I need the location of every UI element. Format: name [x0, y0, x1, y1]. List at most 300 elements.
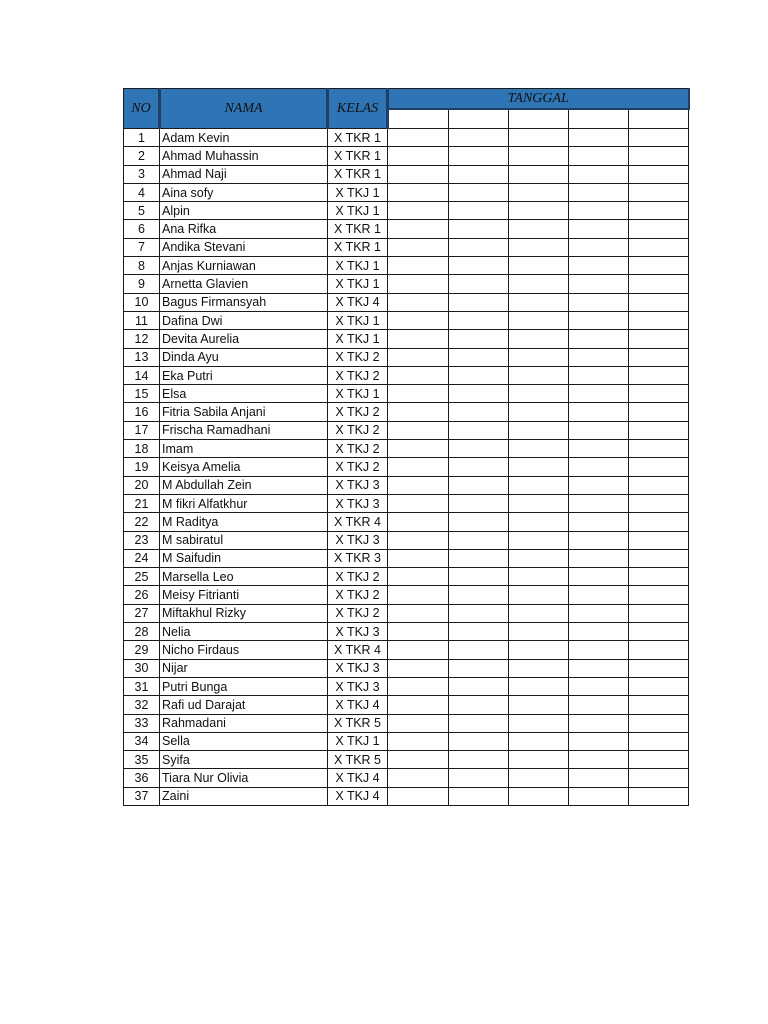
attendance-date-cell[interactable] — [449, 586, 509, 604]
attendance-date-cell[interactable] — [509, 330, 569, 348]
student-no-cell[interactable]: 24 — [124, 549, 160, 567]
student-class-cell[interactable]: X TKR 5 — [328, 714, 388, 732]
attendance-date-cell[interactable] — [629, 531, 689, 549]
student-class-cell[interactable]: X TKJ 4 — [328, 293, 388, 311]
attendance-date-cell[interactable] — [569, 549, 629, 567]
attendance-date-cell[interactable] — [629, 732, 689, 750]
attendance-date-cell[interactable] — [388, 513, 449, 531]
attendance-date-cell[interactable] — [569, 586, 629, 604]
attendance-date-cell[interactable] — [509, 732, 569, 750]
student-name-cell[interactable]: Rafi ud Darajat — [160, 696, 328, 714]
student-no-cell[interactable]: 17 — [124, 421, 160, 439]
attendance-date-cell[interactable] — [509, 275, 569, 293]
student-name-cell[interactable]: Arnetta Glavien — [160, 275, 328, 293]
attendance-date-cell[interactable] — [449, 641, 509, 659]
student-name-cell[interactable]: M fikri Alfatkhur — [160, 494, 328, 512]
student-name-cell[interactable]: M Raditya — [160, 513, 328, 531]
attendance-date-cell[interactable] — [449, 531, 509, 549]
student-name-cell[interactable]: Bagus Firmansyah — [160, 293, 328, 311]
student-name-cell[interactable]: Devita Aurelia — [160, 330, 328, 348]
attendance-date-cell[interactable] — [629, 220, 689, 238]
attendance-date-cell[interactable] — [388, 641, 449, 659]
date-header-cell[interactable] — [629, 109, 689, 129]
student-no-cell[interactable]: 28 — [124, 623, 160, 641]
attendance-date-cell[interactable] — [449, 385, 509, 403]
attendance-date-cell[interactable] — [388, 440, 449, 458]
attendance-date-cell[interactable] — [569, 659, 629, 677]
student-class-cell[interactable]: X TKJ 1 — [328, 732, 388, 750]
attendance-date-cell[interactable] — [629, 348, 689, 366]
attendance-date-cell[interactable] — [569, 421, 629, 439]
student-name-cell[interactable]: Elsa — [160, 385, 328, 403]
student-class-cell[interactable]: X TKJ 2 — [328, 604, 388, 622]
student-name-cell[interactable]: Meisy Fitrianti — [160, 586, 328, 604]
attendance-date-cell[interactable] — [509, 549, 569, 567]
student-no-cell[interactable]: 25 — [124, 568, 160, 586]
student-no-cell[interactable]: 3 — [124, 165, 160, 183]
attendance-date-cell[interactable] — [449, 513, 509, 531]
student-class-cell[interactable]: X TKJ 1 — [328, 385, 388, 403]
attendance-date-cell[interactable] — [449, 568, 509, 586]
student-no-cell[interactable]: 26 — [124, 586, 160, 604]
student-class-cell[interactable]: X TKJ 2 — [328, 458, 388, 476]
student-class-cell[interactable]: X TKJ 3 — [328, 531, 388, 549]
attendance-date-cell[interactable] — [629, 440, 689, 458]
attendance-date-cell[interactable] — [388, 348, 449, 366]
attendance-date-cell[interactable] — [569, 311, 629, 329]
attendance-date-cell[interactable] — [629, 696, 689, 714]
attendance-date-cell[interactable] — [569, 147, 629, 165]
student-no-cell[interactable]: 8 — [124, 257, 160, 275]
attendance-date-cell[interactable] — [449, 659, 509, 677]
student-name-cell[interactable]: Adam Kevin — [160, 129, 328, 147]
attendance-date-cell[interactable] — [449, 549, 509, 567]
attendance-date-cell[interactable] — [509, 165, 569, 183]
student-name-cell[interactable]: M sabiratul — [160, 531, 328, 549]
student-class-cell[interactable]: X TKJ 2 — [328, 348, 388, 366]
attendance-date-cell[interactable] — [509, 293, 569, 311]
attendance-date-cell[interactable] — [509, 202, 569, 220]
attendance-date-cell[interactable] — [509, 366, 569, 384]
attendance-date-cell[interactable] — [388, 202, 449, 220]
attendance-date-cell[interactable] — [388, 623, 449, 641]
attendance-date-cell[interactable] — [629, 677, 689, 695]
student-no-cell[interactable]: 19 — [124, 458, 160, 476]
attendance-date-cell[interactable] — [388, 165, 449, 183]
attendance-date-cell[interactable] — [388, 549, 449, 567]
student-class-cell[interactable]: X TKJ 2 — [328, 440, 388, 458]
student-class-cell[interactable]: X TKJ 4 — [328, 787, 388, 805]
attendance-date-cell[interactable] — [449, 202, 509, 220]
attendance-date-cell[interactable] — [388, 366, 449, 384]
attendance-date-cell[interactable] — [509, 458, 569, 476]
header-no[interactable]: NO — [124, 89, 160, 129]
attendance-date-cell[interactable] — [629, 275, 689, 293]
attendance-date-cell[interactable] — [569, 275, 629, 293]
attendance-date-cell[interactable] — [509, 129, 569, 147]
header-nama[interactable]: NAMA — [160, 89, 328, 129]
student-name-cell[interactable]: Miftakhul Rizky — [160, 604, 328, 622]
student-name-cell[interactable]: Tiara Nur Olivia — [160, 769, 328, 787]
attendance-date-cell[interactable] — [509, 659, 569, 677]
student-class-cell[interactable]: X TKR 1 — [328, 129, 388, 147]
attendance-date-cell[interactable] — [569, 403, 629, 421]
student-no-cell[interactable]: 13 — [124, 348, 160, 366]
student-name-cell[interactable]: M Saifudin — [160, 549, 328, 567]
student-no-cell[interactable]: 2 — [124, 147, 160, 165]
student-class-cell[interactable]: X TKJ 2 — [328, 568, 388, 586]
student-name-cell[interactable]: Alpin — [160, 202, 328, 220]
attendance-date-cell[interactable] — [509, 677, 569, 695]
attendance-date-cell[interactable] — [388, 238, 449, 256]
attendance-date-cell[interactable] — [629, 147, 689, 165]
attendance-date-cell[interactable] — [509, 641, 569, 659]
attendance-date-cell[interactable] — [388, 403, 449, 421]
attendance-date-cell[interactable] — [629, 238, 689, 256]
student-no-cell[interactable]: 32 — [124, 696, 160, 714]
attendance-date-cell[interactable] — [629, 403, 689, 421]
student-no-cell[interactable]: 34 — [124, 732, 160, 750]
attendance-date-cell[interactable] — [388, 330, 449, 348]
attendance-date-cell[interactable] — [388, 604, 449, 622]
date-header-cell[interactable] — [449, 109, 509, 129]
attendance-date-cell[interactable] — [509, 696, 569, 714]
student-class-cell[interactable]: X TKR 1 — [328, 220, 388, 238]
attendance-date-cell[interactable] — [449, 458, 509, 476]
attendance-date-cell[interactable] — [509, 513, 569, 531]
attendance-date-cell[interactable] — [388, 311, 449, 329]
attendance-date-cell[interactable] — [388, 147, 449, 165]
attendance-date-cell[interactable] — [629, 165, 689, 183]
student-no-cell[interactable]: 37 — [124, 787, 160, 805]
attendance-date-cell[interactable] — [569, 458, 629, 476]
student-name-cell[interactable]: Ahmad Naji — [160, 165, 328, 183]
header-kelas[interactable]: KELAS — [328, 89, 388, 129]
attendance-date-cell[interactable] — [509, 147, 569, 165]
attendance-date-cell[interactable] — [388, 129, 449, 147]
attendance-date-cell[interactable] — [388, 257, 449, 275]
attendance-date-cell[interactable] — [388, 659, 449, 677]
student-class-cell[interactable]: X TKJ 2 — [328, 586, 388, 604]
student-name-cell[interactable]: Zaini — [160, 787, 328, 805]
date-header-cell[interactable] — [509, 109, 569, 129]
student-name-cell[interactable]: Nijar — [160, 659, 328, 677]
student-no-cell[interactable]: 9 — [124, 275, 160, 293]
attendance-date-cell[interactable] — [388, 677, 449, 695]
student-name-cell[interactable]: Aina sofy — [160, 183, 328, 201]
student-no-cell[interactable]: 29 — [124, 641, 160, 659]
student-name-cell[interactable]: Keisya Amelia — [160, 458, 328, 476]
student-class-cell[interactable]: X TKR 5 — [328, 751, 388, 769]
student-class-cell[interactable]: X TKJ 2 — [328, 421, 388, 439]
attendance-date-cell[interactable] — [509, 568, 569, 586]
student-class-cell[interactable]: X TKJ 3 — [328, 659, 388, 677]
student-name-cell[interactable]: Rahmadani — [160, 714, 328, 732]
attendance-date-cell[interactable] — [629, 641, 689, 659]
student-class-cell[interactable]: X TKJ 1 — [328, 257, 388, 275]
student-class-cell[interactable]: X TKJ 2 — [328, 403, 388, 421]
attendance-date-cell[interactable] — [629, 293, 689, 311]
attendance-date-cell[interactable] — [569, 677, 629, 695]
attendance-date-cell[interactable] — [449, 440, 509, 458]
student-no-cell[interactable]: 11 — [124, 311, 160, 329]
attendance-date-cell[interactable] — [509, 751, 569, 769]
attendance-date-cell[interactable] — [388, 385, 449, 403]
attendance-date-cell[interactable] — [509, 421, 569, 439]
student-class-cell[interactable]: X TKJ 1 — [328, 311, 388, 329]
student-class-cell[interactable]: X TKJ 3 — [328, 623, 388, 641]
attendance-date-cell[interactable] — [629, 330, 689, 348]
attendance-date-cell[interactable] — [629, 769, 689, 787]
student-no-cell[interactable]: 31 — [124, 677, 160, 695]
student-class-cell[interactable]: X TKJ 2 — [328, 366, 388, 384]
attendance-date-cell[interactable] — [509, 385, 569, 403]
student-name-cell[interactable]: Dafina Dwi — [160, 311, 328, 329]
attendance-date-cell[interactable] — [569, 257, 629, 275]
attendance-date-cell[interactable] — [449, 421, 509, 439]
attendance-date-cell[interactable] — [569, 623, 629, 641]
attendance-date-cell[interactable] — [449, 183, 509, 201]
attendance-date-cell[interactable] — [388, 586, 449, 604]
attendance-date-cell[interactable] — [449, 129, 509, 147]
student-no-cell[interactable]: 12 — [124, 330, 160, 348]
attendance-date-cell[interactable] — [629, 586, 689, 604]
attendance-date-cell[interactable] — [629, 549, 689, 567]
student-name-cell[interactable]: Syifa — [160, 751, 328, 769]
attendance-date-cell[interactable] — [569, 604, 629, 622]
student-class-cell[interactable]: X TKJ 1 — [328, 330, 388, 348]
student-class-cell[interactable]: X TKR 4 — [328, 513, 388, 531]
student-name-cell[interactable]: Frischa Ramadhani — [160, 421, 328, 439]
attendance-date-cell[interactable] — [509, 531, 569, 549]
attendance-date-cell[interactable] — [388, 476, 449, 494]
student-class-cell[interactable]: X TKR 1 — [328, 165, 388, 183]
student-name-cell[interactable]: Anjas Kurniawan — [160, 257, 328, 275]
attendance-date-cell[interactable] — [388, 531, 449, 549]
student-no-cell[interactable]: 21 — [124, 494, 160, 512]
attendance-date-cell[interactable] — [509, 403, 569, 421]
attendance-date-cell[interactable] — [449, 623, 509, 641]
student-class-cell[interactable]: X TKJ 1 — [328, 183, 388, 201]
attendance-date-cell[interactable] — [629, 494, 689, 512]
student-name-cell[interactable]: Nelia — [160, 623, 328, 641]
attendance-date-cell[interactable] — [449, 604, 509, 622]
attendance-date-cell[interactable] — [629, 366, 689, 384]
attendance-date-cell[interactable] — [509, 787, 569, 805]
attendance-date-cell[interactable] — [629, 568, 689, 586]
attendance-date-cell[interactable] — [388, 696, 449, 714]
student-no-cell[interactable]: 14 — [124, 366, 160, 384]
attendance-date-cell[interactable] — [388, 568, 449, 586]
attendance-date-cell[interactable] — [629, 659, 689, 677]
student-name-cell[interactable]: Fitria Sabila Anjani — [160, 403, 328, 421]
attendance-date-cell[interactable] — [509, 714, 569, 732]
attendance-date-cell[interactable] — [569, 440, 629, 458]
student-class-cell[interactable]: X TKJ 4 — [328, 769, 388, 787]
attendance-date-cell[interactable] — [629, 183, 689, 201]
student-no-cell[interactable]: 4 — [124, 183, 160, 201]
attendance-date-cell[interactable] — [388, 751, 449, 769]
student-no-cell[interactable]: 16 — [124, 403, 160, 421]
student-class-cell[interactable]: X TKJ 3 — [328, 677, 388, 695]
attendance-date-cell[interactable] — [388, 769, 449, 787]
attendance-date-cell[interactable] — [569, 330, 629, 348]
attendance-date-cell[interactable] — [509, 476, 569, 494]
attendance-date-cell[interactable] — [569, 531, 629, 549]
student-no-cell[interactable]: 30 — [124, 659, 160, 677]
attendance-date-cell[interactable] — [388, 275, 449, 293]
attendance-date-cell[interactable] — [449, 257, 509, 275]
attendance-date-cell[interactable] — [388, 220, 449, 238]
attendance-date-cell[interactable] — [449, 311, 509, 329]
attendance-date-cell[interactable] — [569, 513, 629, 531]
student-class-cell[interactable]: X TKR 3 — [328, 549, 388, 567]
attendance-date-cell[interactable] — [509, 183, 569, 201]
attendance-date-cell[interactable] — [629, 421, 689, 439]
student-class-cell[interactable]: X TKR 4 — [328, 641, 388, 659]
attendance-date-cell[interactable] — [388, 494, 449, 512]
attendance-date-cell[interactable] — [629, 129, 689, 147]
student-no-cell[interactable]: 22 — [124, 513, 160, 531]
attendance-date-cell[interactable] — [629, 458, 689, 476]
student-no-cell[interactable]: 15 — [124, 385, 160, 403]
attendance-date-cell[interactable] — [629, 751, 689, 769]
attendance-date-cell[interactable] — [509, 440, 569, 458]
header-tanggal[interactable]: TANGGAL — [388, 89, 689, 110]
student-no-cell[interactable]: 5 — [124, 202, 160, 220]
student-class-cell[interactable]: X TKJ 1 — [328, 202, 388, 220]
attendance-date-cell[interactable] — [449, 769, 509, 787]
student-class-cell[interactable]: X TKR 1 — [328, 238, 388, 256]
attendance-date-cell[interactable] — [449, 494, 509, 512]
attendance-date-cell[interactable] — [388, 421, 449, 439]
attendance-date-cell[interactable] — [629, 787, 689, 805]
attendance-date-cell[interactable] — [509, 623, 569, 641]
attendance-date-cell[interactable] — [449, 476, 509, 494]
attendance-date-cell[interactable] — [449, 238, 509, 256]
attendance-date-cell[interactable] — [569, 165, 629, 183]
attendance-date-cell[interactable] — [509, 220, 569, 238]
attendance-date-cell[interactable] — [569, 714, 629, 732]
attendance-date-cell[interactable] — [569, 769, 629, 787]
attendance-date-cell[interactable] — [629, 385, 689, 403]
student-name-cell[interactable]: Andika Stevani — [160, 238, 328, 256]
attendance-date-cell[interactable] — [388, 787, 449, 805]
student-name-cell[interactable]: Ahmad Muhassin — [160, 147, 328, 165]
attendance-date-cell[interactable] — [569, 476, 629, 494]
attendance-date-cell[interactable] — [569, 238, 629, 256]
attendance-date-cell[interactable] — [449, 220, 509, 238]
student-class-cell[interactable]: X TKJ 1 — [328, 275, 388, 293]
attendance-date-cell[interactable] — [569, 129, 629, 147]
attendance-date-cell[interactable] — [388, 714, 449, 732]
attendance-date-cell[interactable] — [388, 732, 449, 750]
attendance-date-cell[interactable] — [388, 293, 449, 311]
student-name-cell[interactable]: Nicho Firdaus — [160, 641, 328, 659]
student-name-cell[interactable]: Eka Putri — [160, 366, 328, 384]
student-no-cell[interactable]: 33 — [124, 714, 160, 732]
attendance-date-cell[interactable] — [629, 257, 689, 275]
student-no-cell[interactable]: 27 — [124, 604, 160, 622]
student-class-cell[interactable]: X TKR 1 — [328, 147, 388, 165]
student-no-cell[interactable]: 7 — [124, 238, 160, 256]
attendance-date-cell[interactable] — [569, 787, 629, 805]
student-class-cell[interactable]: X TKJ 3 — [328, 476, 388, 494]
attendance-date-cell[interactable] — [629, 202, 689, 220]
attendance-date-cell[interactable] — [629, 513, 689, 531]
attendance-date-cell[interactable] — [569, 183, 629, 201]
attendance-date-cell[interactable] — [449, 714, 509, 732]
attendance-date-cell[interactable] — [569, 641, 629, 659]
attendance-date-cell[interactable] — [509, 604, 569, 622]
student-class-cell[interactable]: X TKJ 4 — [328, 696, 388, 714]
attendance-date-cell[interactable] — [569, 202, 629, 220]
attendance-date-cell[interactable] — [449, 787, 509, 805]
attendance-date-cell[interactable] — [569, 732, 629, 750]
attendance-date-cell[interactable] — [509, 311, 569, 329]
attendance-date-cell[interactable] — [509, 238, 569, 256]
attendance-date-cell[interactable] — [629, 311, 689, 329]
student-name-cell[interactable]: Ana Rifka — [160, 220, 328, 238]
attendance-date-cell[interactable] — [449, 696, 509, 714]
attendance-date-cell[interactable] — [569, 348, 629, 366]
attendance-date-cell[interactable] — [449, 147, 509, 165]
student-no-cell[interactable]: 1 — [124, 129, 160, 147]
attendance-date-cell[interactable] — [388, 458, 449, 476]
attendance-date-cell[interactable] — [449, 330, 509, 348]
student-name-cell[interactable]: Putri Bunga — [160, 677, 328, 695]
attendance-date-cell[interactable] — [629, 604, 689, 622]
attendance-date-cell[interactable] — [569, 366, 629, 384]
attendance-date-cell[interactable] — [629, 714, 689, 732]
date-header-cell[interactable] — [388, 109, 449, 129]
attendance-date-cell[interactable] — [569, 220, 629, 238]
attendance-date-cell[interactable] — [509, 348, 569, 366]
student-name-cell[interactable]: Marsella Leo — [160, 568, 328, 586]
student-name-cell[interactable]: Dinda Ayu — [160, 348, 328, 366]
student-no-cell[interactable]: 6 — [124, 220, 160, 238]
attendance-date-cell[interactable] — [509, 257, 569, 275]
student-class-cell[interactable]: X TKJ 3 — [328, 494, 388, 512]
attendance-date-cell[interactable] — [449, 732, 509, 750]
student-no-cell[interactable]: 36 — [124, 769, 160, 787]
attendance-date-cell[interactable] — [629, 476, 689, 494]
student-no-cell[interactable]: 18 — [124, 440, 160, 458]
attendance-date-cell[interactable] — [449, 677, 509, 695]
attendance-date-cell[interactable] — [569, 568, 629, 586]
student-name-cell[interactable]: Imam — [160, 440, 328, 458]
attendance-date-cell[interactable] — [569, 494, 629, 512]
student-name-cell[interactable]: Sella — [160, 732, 328, 750]
attendance-date-cell[interactable] — [388, 183, 449, 201]
date-header-cell[interactable] — [569, 109, 629, 129]
attendance-date-cell[interactable] — [629, 623, 689, 641]
attendance-date-cell[interactable] — [449, 275, 509, 293]
attendance-date-cell[interactable] — [509, 586, 569, 604]
attendance-date-cell[interactable] — [449, 403, 509, 421]
attendance-date-cell[interactable] — [449, 366, 509, 384]
attendance-date-cell[interactable] — [569, 696, 629, 714]
attendance-date-cell[interactable] — [509, 769, 569, 787]
attendance-date-cell[interactable] — [449, 751, 509, 769]
student-no-cell[interactable]: 20 — [124, 476, 160, 494]
attendance-date-cell[interactable] — [509, 494, 569, 512]
attendance-date-cell[interactable] — [449, 293, 509, 311]
attendance-date-cell[interactable] — [569, 293, 629, 311]
attendance-date-cell[interactable] — [449, 348, 509, 366]
student-name-cell[interactable]: M Abdullah Zein — [160, 476, 328, 494]
attendance-date-cell[interactable] — [569, 385, 629, 403]
